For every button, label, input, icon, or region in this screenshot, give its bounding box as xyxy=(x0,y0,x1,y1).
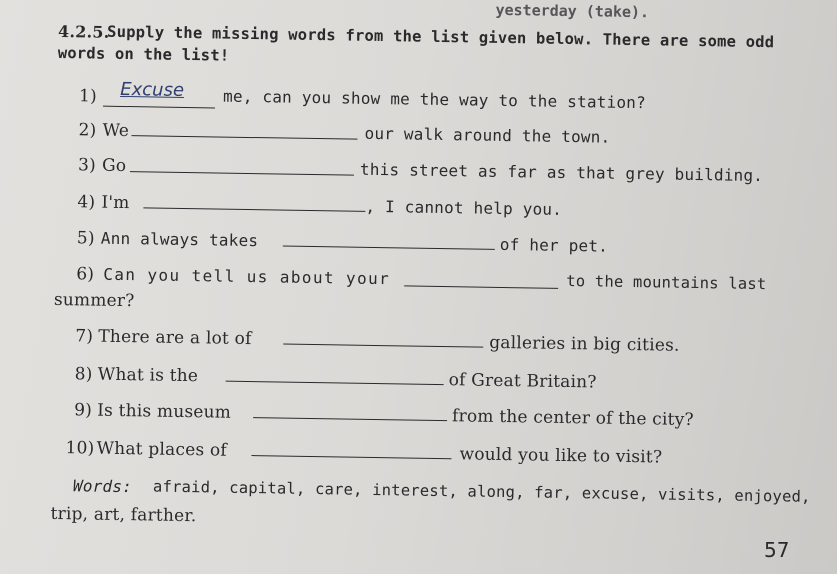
item-text-after: of her pet. xyxy=(499,234,609,256)
item-text-after: to the mountains last xyxy=(566,271,767,294)
item-number: 6) xyxy=(76,264,95,285)
item-number: 8) xyxy=(74,364,93,385)
exercise-number: 4.2.5. xyxy=(57,21,110,42)
words-list-line2: trip, art, farther. xyxy=(50,503,197,527)
answer-blank xyxy=(226,381,444,385)
item-text-before: Ann always takes xyxy=(100,228,259,251)
answer-blank xyxy=(253,417,447,421)
item-continuation: summer? xyxy=(53,289,135,312)
answer-blank xyxy=(130,171,354,176)
exercise-instruction-line2: words on the list! xyxy=(57,43,230,65)
item-text-after: , I cannot help you. xyxy=(365,196,563,219)
item-text-after: me, can you show me the way to the station? xyxy=(222,86,647,113)
item-text-after: our walk around the town. xyxy=(364,123,611,147)
answer-blank xyxy=(131,135,357,140)
item-text-before: There are a lot of xyxy=(98,326,252,350)
words-label: Words: xyxy=(72,476,133,497)
item-number: 2) xyxy=(78,120,97,141)
item-text-after: galleries in big cities. xyxy=(489,332,680,356)
item-text-after: this street as far as that grey building. xyxy=(359,159,764,186)
item-number: 7) xyxy=(75,326,94,347)
item-number: 1) xyxy=(78,86,98,107)
item-number: 4) xyxy=(77,192,96,213)
answer-blank xyxy=(251,455,451,459)
item-number: 9) xyxy=(74,400,93,421)
item-text-after: from the center of the city? xyxy=(451,406,694,431)
answer-blank xyxy=(404,285,558,288)
item-text-before: Is this museum xyxy=(97,400,232,423)
item-text-after: would you like to visit? xyxy=(459,444,663,468)
handwritten-answer: Excuse xyxy=(120,78,185,101)
words-list-line1: afraid, capital, care, interest, along, far, excuse, visits, enjoyed, xyxy=(152,477,811,506)
previous-exercise-fragment: yesterday (take). xyxy=(495,0,650,22)
item-text-before: I'm xyxy=(101,192,130,214)
item-text-before: Go xyxy=(101,155,127,177)
answer-blank xyxy=(103,106,215,109)
answer-blank xyxy=(143,207,365,211)
exercise-instruction-line1: Supply the missing words from the list given below. There are some odd xyxy=(106,22,775,52)
item-text-after: of Great Britain? xyxy=(448,370,597,393)
answer-blank xyxy=(283,246,495,250)
item-text-before: What is the xyxy=(97,364,199,387)
page-number: 57 xyxy=(764,538,790,562)
item-text-before: Can you tell us about your xyxy=(103,264,391,289)
item-number: 10) xyxy=(65,438,95,459)
answer-blank xyxy=(283,344,483,348)
item-number: 5) xyxy=(76,228,95,249)
item-text-before: What places of xyxy=(96,438,228,461)
item-text-before: We xyxy=(102,120,130,142)
item-number: 3) xyxy=(77,155,97,176)
